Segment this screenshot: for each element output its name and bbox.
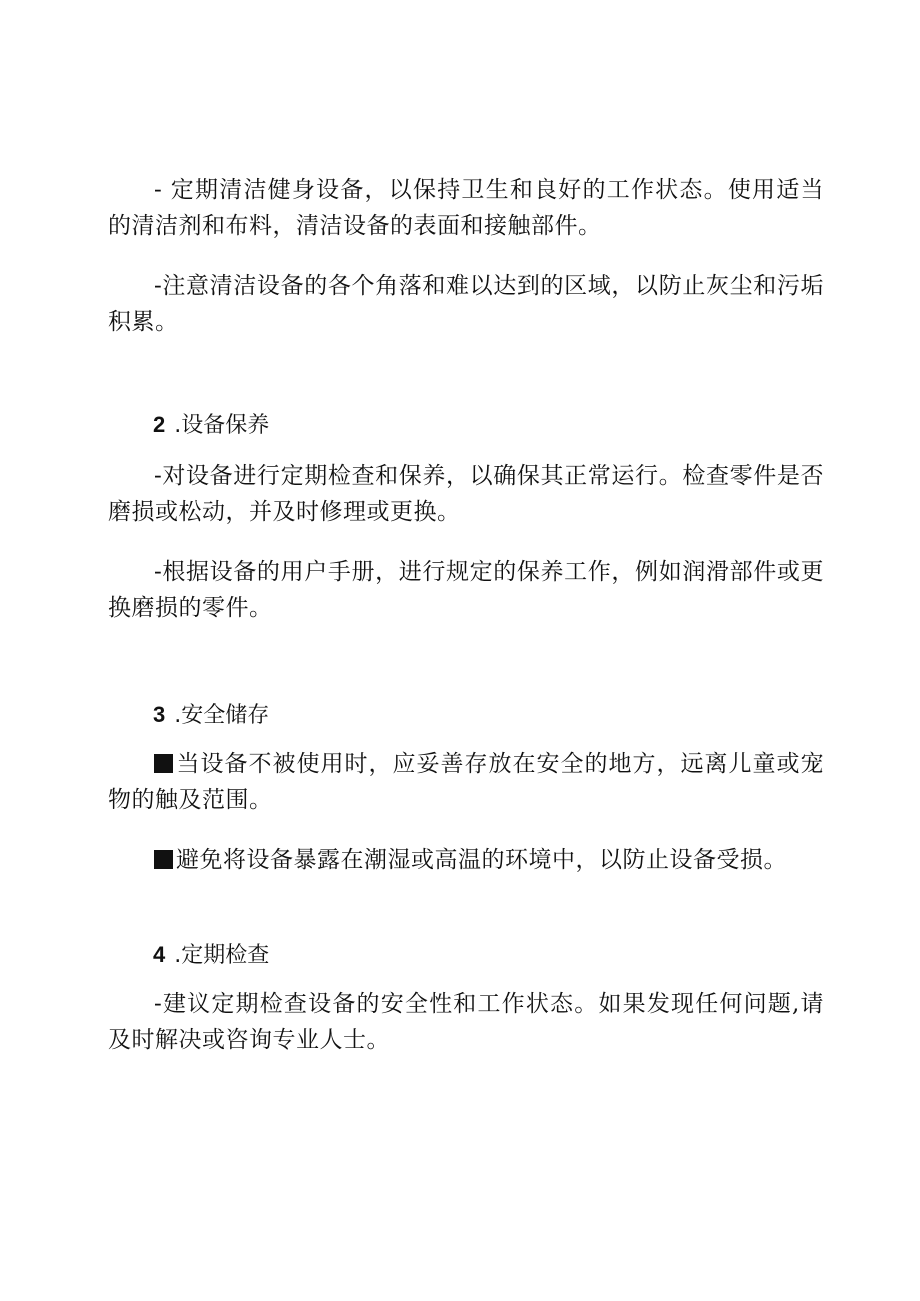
heading-maintenance [153, 410, 269, 441]
heading-title: .定期检查 [174, 943, 270, 968]
paragraph-storage-2 [108, 842, 824, 878]
paragraph-cleaning-1: - 定期清洁健身设备，以保持卫生和良好的工作状态。使用适当的清洁剂和布料，清洁设备的表面和接触部件。 [108, 177, 824, 239]
paragraph-cleaning-2: -注意清洁设备的各个角落和难以达到的区域，以防止灰尘和污垢积累。 [108, 273, 824, 335]
paragraph-inspection-1: -建议定期检查设备的安全性和工作状态。如果发现任何问题,请及时解决或咨询专业人士。 [108, 991, 824, 1053]
heading-number: 2 [153, 412, 166, 437]
paragraph-maintenance-1: -对设备进行定期检查和保养，以确保其正常运行。检查零件是否磨损或松动，并及时修理或更换。 [108, 463, 824, 525]
paragraph-storage-1 [108, 746, 824, 818]
heading-title: .安全储存 [174, 703, 270, 728]
paragraph-maintenance-2: -根据设备的用户手册，进行规定的保养工作，例如润滑部件或更换磨损的零件。 [108, 559, 824, 621]
square-bullet-icon [154, 754, 173, 773]
heading-number: 3 [153, 702, 166, 727]
heading-inspection [153, 940, 269, 971]
paragraph-text: 当设备不被使用时，应妥善存放在安全的地方，远离儿童或宠物的触及范围。 [108, 751, 824, 813]
heading-title: .设备保养 [174, 413, 270, 438]
paragraph-text: 避免将设备暴露在潮湿或高温的环境中，以防止设备受损。 [176, 847, 787, 873]
heading-storage [153, 700, 269, 731]
heading-number: 4 [153, 942, 166, 967]
square-bullet-icon [154, 850, 173, 869]
